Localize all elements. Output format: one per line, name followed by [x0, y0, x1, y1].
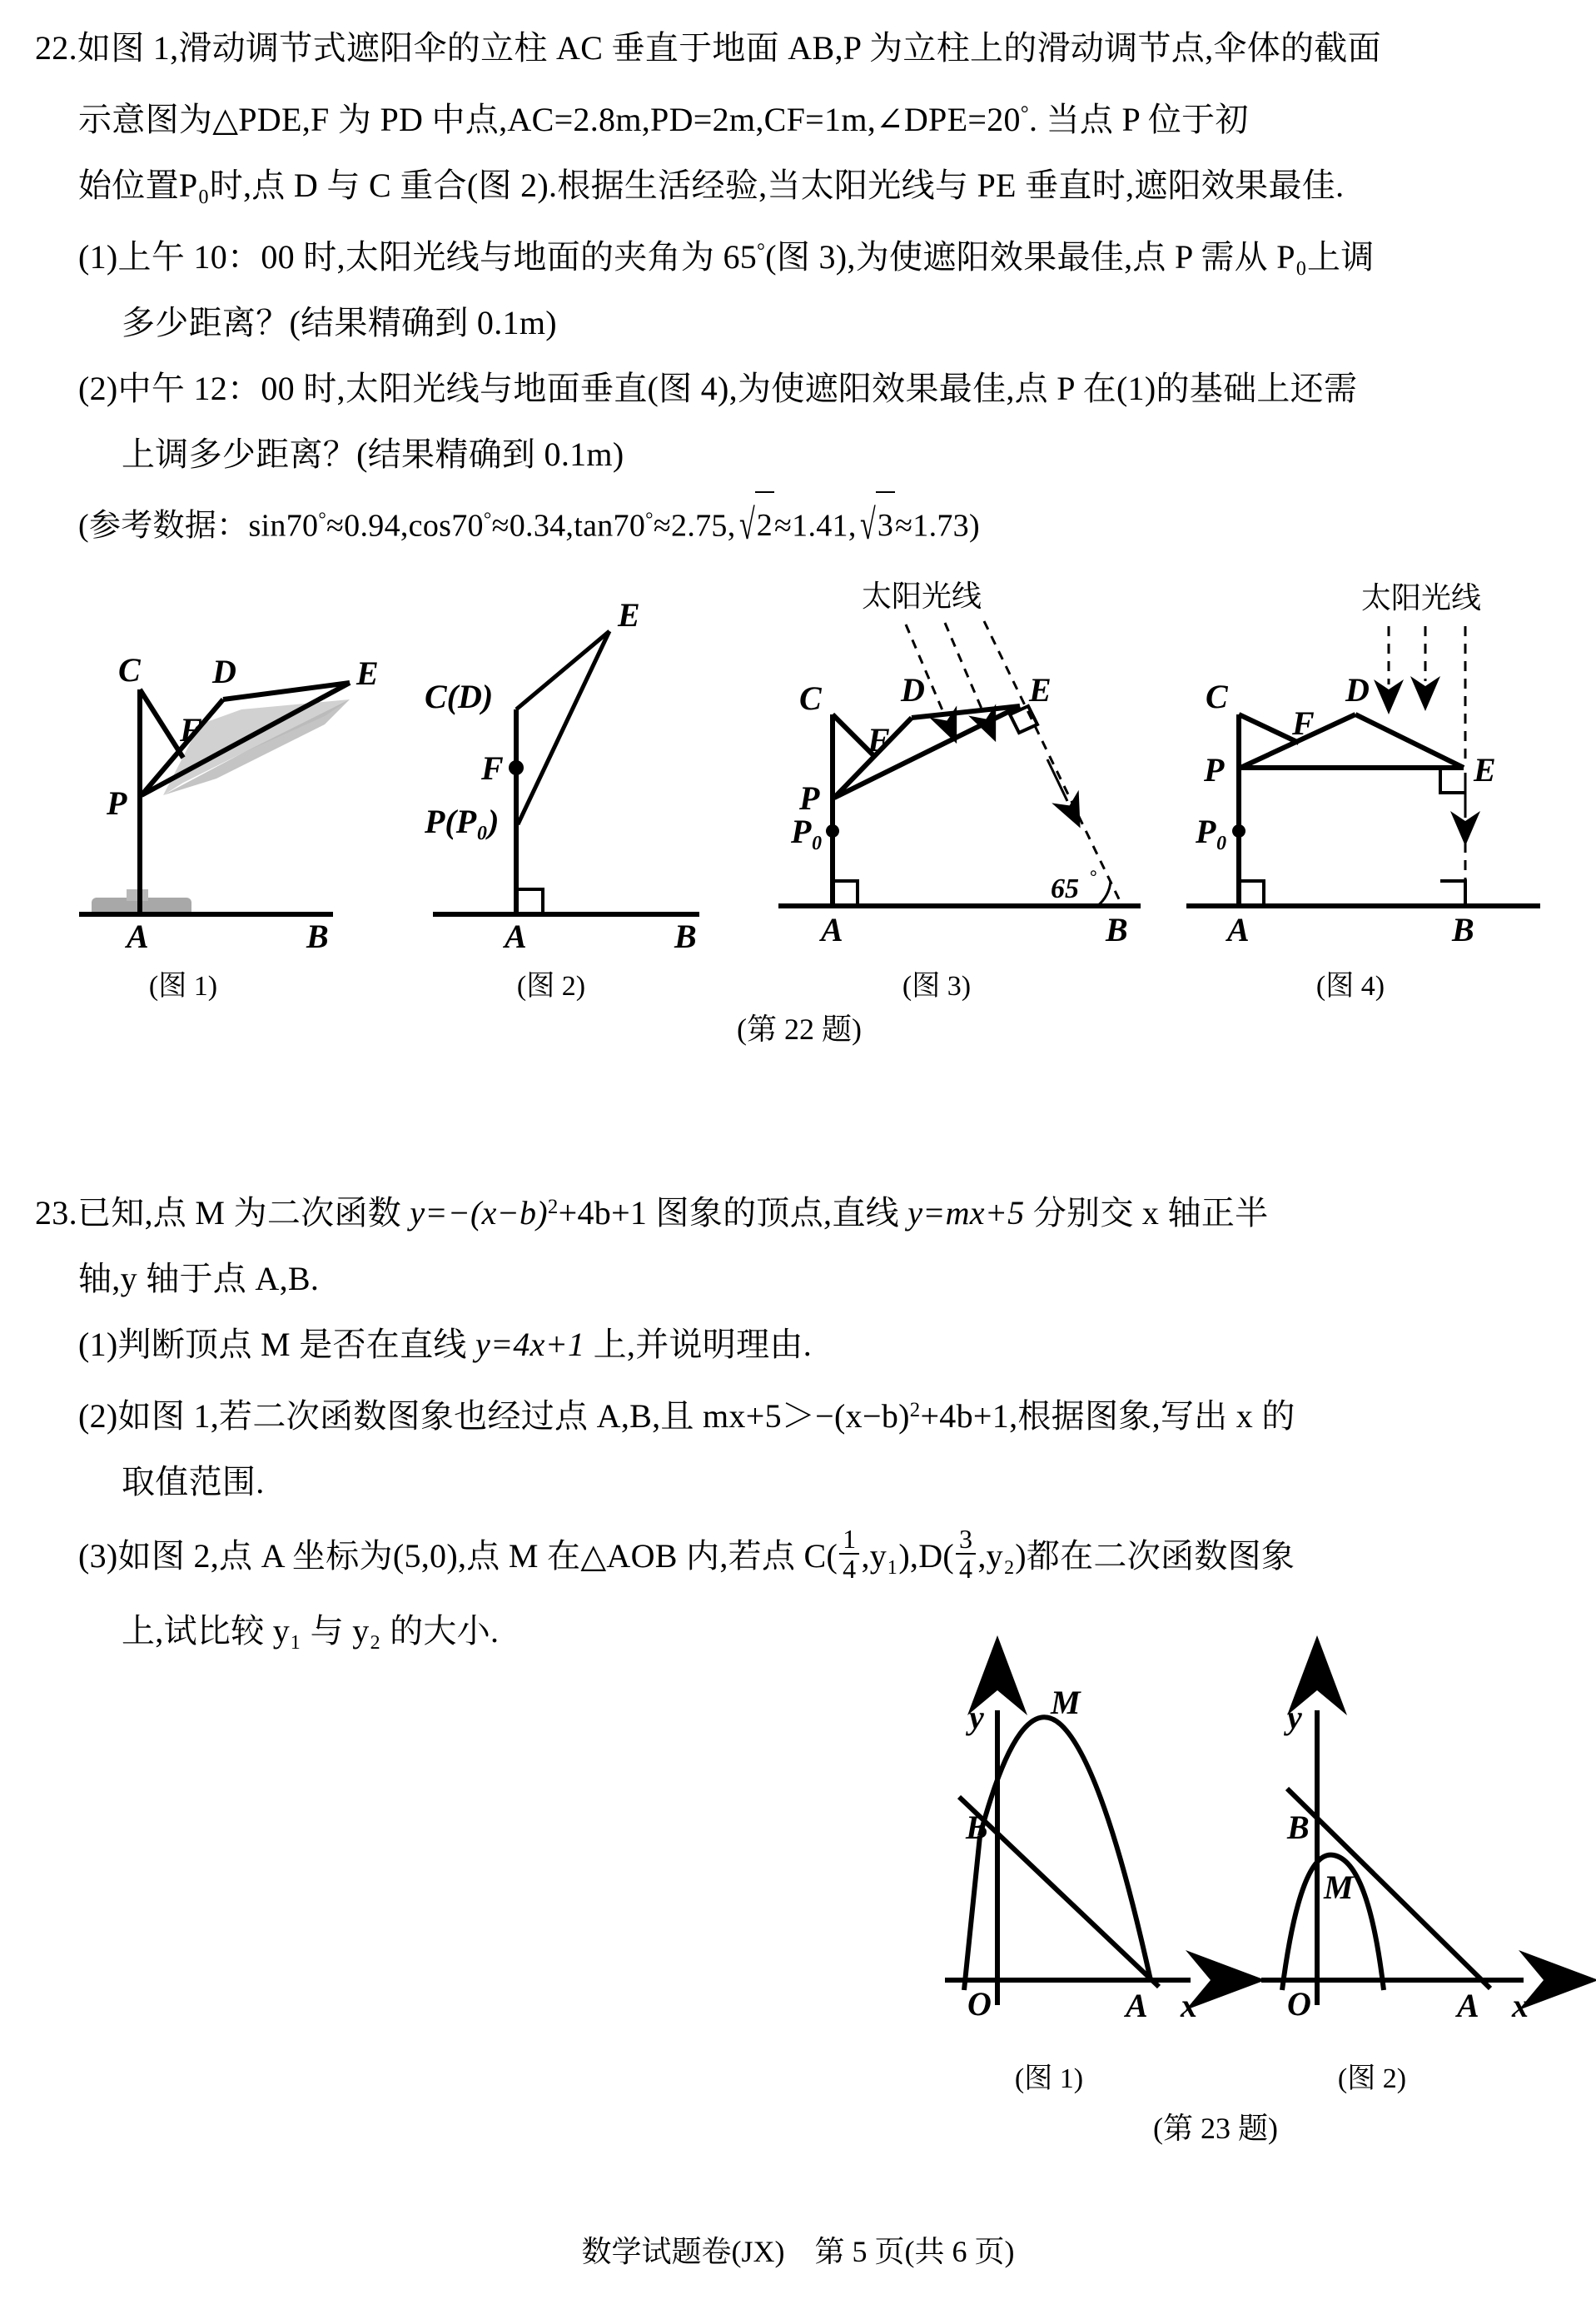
ref-value-2: ≈0.34,tan70 — [491, 508, 646, 544]
ref-value-r3: ≈1.73) — [895, 508, 980, 544]
q22-sub-2 — [35, 356, 1567, 421]
figure-1-label-A: A — [127, 918, 149, 955]
q23-number: 23. — [35, 1193, 77, 1232]
figure-3-caption: (图 3) — [902, 971, 972, 1002]
figure-4-label-D: D — [1345, 671, 1370, 709]
figure-4-label-E: E — [1474, 751, 1496, 789]
q22-sub-2-cont-text: 上调多少距离？(结果精确到 0.1m) — [122, 435, 624, 473]
figure-3-label-F: F — [868, 721, 890, 759]
point-p0-dot — [826, 824, 839, 838]
q23-sub-1-b: 上,并说明理由. — [584, 1325, 813, 1363]
right-angle-marker-b — [1440, 881, 1465, 906]
q22-sub-1-degree: ° — [757, 239, 766, 262]
q22-number: 22. — [35, 29, 77, 67]
figure-2-svg — [425, 583, 758, 955]
q23-figure-1-label-x: x — [1181, 1987, 1197, 2024]
fraction-three-quarters — [956, 1525, 976, 1584]
right-angle-marker-a — [1239, 881, 1264, 906]
q23-figure-1-caption: (图 1) — [1014, 2063, 1084, 2094]
q23-figure-2-label-O: O — [1287, 1985, 1311, 2023]
figure-2-label-P: P(P₀) — [425, 803, 500, 840]
q23-line-1-b: +4b+1 图象的顶点,直线 — [558, 1193, 908, 1232]
sun-ray-2 — [945, 623, 984, 714]
q22-sub-1 — [35, 218, 1567, 290]
q23-sub-3-cont-text: 上,试比较 y₁ 与 y₂ 的大小. — [122, 1611, 500, 1650]
q22-group-caption: (第 22 题) — [737, 1013, 862, 1046]
q23-figure-2-label-M: M — [1324, 1869, 1354, 1906]
q23-line-1-exponent: 2 — [547, 1196, 559, 1218]
figure-1-label-P: P — [107, 784, 127, 822]
sqrt-3-icon: √3 — [857, 491, 895, 559]
sun-ray-3 — [984, 621, 1122, 906]
q22-figure-3 — [774, 575, 1157, 958]
figure-2-label-A: A — [505, 918, 527, 955]
q23-sub-3-b: ,y₂)都在二次函数图象 — [977, 1536, 1295, 1575]
q22-sub-2-cont — [35, 421, 1567, 487]
parabola-left-branch — [964, 1836, 980, 1990]
q23-sub-2-exponent: 2 — [909, 1398, 921, 1421]
q22-line-1 — [35, 15, 1567, 81]
q22-figure-1 — [75, 583, 408, 955]
q23-group-caption: (第 23 题) — [1153, 2112, 1278, 2145]
ref-deg-1: ° — [318, 508, 327, 530]
q23-figure-1-label-A: A — [1126, 1987, 1148, 2024]
segment-de — [516, 631, 609, 709]
q23-sub-3-cont — [35, 1598, 1567, 1664]
q23-figure-1-label-M: M — [1051, 1684, 1081, 1721]
q23-figure-1-svg — [941, 1684, 1241, 2024]
fraction-denominator: 4 — [956, 1553, 976, 1584]
figure-3-label-P: P — [799, 779, 820, 817]
figure-1-label-B: B — [306, 918, 329, 955]
q22-line-1-text: 如图 1,滑动调节式遮阳伞的立柱 AC 垂直于地面 AB,P 为立柱上的滑动调节点,伞体的截面 — [77, 29, 1381, 67]
q23-figure-2-label-B: B — [1287, 1809, 1310, 1846]
figure-1-label-F: F — [180, 711, 202, 749]
ref-value-r2: ≈1.41, — [774, 508, 857, 544]
figure-2-label-B: B — [674, 918, 697, 955]
figure-3-svg — [774, 575, 1157, 958]
q23-line-2-text: 轴,y 轴于点 A,B. — [78, 1259, 320, 1297]
q23-sub-3-mid: ,y₁),D( — [861, 1536, 955, 1575]
q22-reference-data — [35, 487, 1567, 559]
q23-figure-2-label-y: y — [1287, 1699, 1302, 1736]
ref-deg-3: ° — [645, 508, 654, 530]
fraction-numerator: 3 — [959, 1523, 973, 1554]
q22-line-2-degree: ° — [1020, 102, 1030, 125]
q22-sub-2-text: (2)中午 12：00 时,太阳光线与地面垂直(图 4),为使遮阳效果最佳,点 P 在(1)的基础上还需 — [78, 369, 1358, 407]
q23-sub-2-cont — [35, 1449, 1567, 1515]
parabola-curve — [980, 1717, 1151, 1980]
q22-line-2-text-b: . 当点 P 位于初 — [1029, 100, 1249, 138]
q22-sub-1-cont — [35, 290, 1567, 356]
q23-line-1-equation-2: y=mx+5 — [907, 1193, 1025, 1232]
figure-4-caption: (图 4) — [1315, 971, 1385, 1002]
figure-3-label-B: B — [1106, 911, 1128, 948]
q23-sub-3 — [35, 1515, 1567, 1598]
right-angle-marker-a — [516, 889, 543, 914]
figure-4-label-P0: P₀ — [1196, 813, 1228, 850]
q23-sub-2-a: (2)如图 1,若二次函数图象也经过点 A,B,且 mx+5＞−(x−b) — [78, 1396, 910, 1435]
q23-line-1 — [35, 1174, 1567, 1246]
ref-value-1: ≈0.94,cos70 — [326, 508, 484, 544]
fraction-denominator: 4 — [839, 1553, 859, 1584]
q22-figure-2 — [425, 583, 758, 955]
figure-2-label-F: F — [481, 749, 504, 787]
angle-arc-65 — [1097, 881, 1111, 906]
segment-de — [1355, 714, 1464, 768]
q23-figure-1 — [941, 1684, 1241, 2024]
sun-rays-label: 太阳光线 — [1361, 580, 1482, 615]
figure-3-label-E: E — [1029, 671, 1052, 709]
figure-4-label-P: P — [1204, 751, 1225, 789]
figure-4-label-B: B — [1452, 911, 1474, 948]
angle-label-65: 65 — [1051, 873, 1079, 904]
figure-4-label-F: F — [1292, 704, 1315, 742]
question-22-block — [35, 15, 1567, 559]
point-p0-dot — [1232, 824, 1245, 838]
figure-3-label-C: C — [799, 679, 822, 717]
q22-line-2-text-a: 示意图为△PDE,F 为 PD 中点,AC=2.8m,PD=2m,CF=1m,∠DPE=20 — [78, 100, 1021, 138]
question-23-block — [35, 1174, 1567, 1664]
q22-line-2 — [35, 81, 1567, 152]
q23-sub-2-cont-text: 取值范围. — [122, 1462, 265, 1500]
figure-1-svg — [75, 583, 408, 955]
figure-3-label-D: D — [901, 671, 925, 709]
segment-cf — [140, 689, 183, 758]
q22-line-3-text: 始位置P₀时,点 D 与 C 重合(图 2).根据生活经验,当太阳光线与 PE 垂直时,遮阳效果最佳. — [78, 166, 1345, 204]
q22-figure-4 — [1182, 575, 1565, 958]
right-angle-marker-a — [833, 881, 858, 906]
figure-1-label-E: E — [356, 654, 379, 692]
fraction-one-quarter — [839, 1525, 859, 1584]
page-footer: 数学试题卷(JX) 第 5 页(共 6 页) — [581, 2235, 1015, 2268]
figure-1-caption: (图 1) — [148, 971, 218, 1002]
figure-3-label-P0: P₀ — [791, 813, 823, 850]
q23-line-1-a: 已知,点 M 为二次函数 — [77, 1193, 410, 1232]
q23-figure-2-label-x: x — [1512, 1987, 1529, 2024]
figure-4-svg — [1182, 575, 1565, 958]
segment-cf — [1239, 714, 1299, 743]
q23-sub-2 — [35, 1377, 1567, 1449]
q23-figure-2-svg — [1257, 1690, 1574, 2023]
figure-3-label-A: A — [821, 911, 843, 948]
figure-4-label-C: C — [1206, 678, 1228, 715]
q22-sub-1-text-a: (1)上午 10：00 时,太阳光线与地面的夹角为 65 — [78, 237, 758, 276]
sun-rays-label: 太阳光线 — [862, 579, 982, 613]
q23-sub-1-equation: y=4x+1 — [475, 1325, 585, 1363]
q23-sub-2-b: +4b+1,根据图象,写出 x 的 — [920, 1396, 1295, 1435]
midpoint-f-dot — [509, 760, 524, 775]
figure-1-label-D: D — [212, 653, 236, 690]
q23-line-1-equation: y=−(x−b) — [410, 1193, 548, 1232]
segment-pe — [518, 631, 609, 824]
q23-line-1-c: 分别交 x 轴正半 — [1024, 1193, 1269, 1232]
sqrt-3-value: 3 — [876, 491, 895, 559]
q22-sub-1-cont-text: 多少距离？(结果精确到 0.1m) — [122, 303, 557, 341]
q23-sub-3-a: (3)如图 2,点 A 坐标为(5,0),点 M 在△AOB 内,若点 C( — [78, 1536, 838, 1575]
sqrt-2-value: 2 — [755, 491, 774, 559]
q23-sub-1 — [35, 1311, 1567, 1377]
q23-figure-1-label-B: B — [966, 1809, 988, 1846]
figure-2-label-E: E — [618, 596, 640, 634]
right-angle-marker-e — [1440, 768, 1465, 793]
q22-line-3 — [35, 152, 1567, 218]
fraction-numerator: 1 — [843, 1523, 857, 1554]
q23-figure-2 — [1257, 1690, 1574, 2023]
figure-1-label-C: C — [118, 651, 141, 689]
ref-deg-2: ° — [483, 508, 492, 530]
q23-sub-1-a: (1)判断顶点 M 是否在直线 — [78, 1325, 476, 1363]
figure-2-label-CD: C(D) — [425, 678, 494, 715]
q23-figure-1-label-y: y — [969, 1699, 984, 1736]
ref-prefix: (参考数据：sin70 — [78, 508, 319, 544]
q22-sub-1-text-b: (图 3),为使遮阳效果最佳,点 P 需从 P₀上调 — [765, 237, 1375, 276]
segment-pe — [834, 706, 1020, 798]
q23-figure-1-label-O: O — [967, 1985, 992, 2023]
q23-figure-2-caption: (图 2) — [1337, 2063, 1407, 2094]
ref-value-3: ≈2.75, — [653, 508, 736, 544]
q23-line-2 — [35, 1246, 1567, 1311]
angle-label-degree: ° — [1089, 866, 1096, 887]
q23-figure-2-label-A: A — [1457, 1987, 1479, 2024]
figure-2-caption: (图 2) — [516, 971, 586, 1002]
figure-4-label-A: A — [1227, 911, 1250, 948]
sqrt-2-icon: √2 — [736, 491, 774, 559]
sun-ray-3-arrow — [1047, 759, 1067, 801]
